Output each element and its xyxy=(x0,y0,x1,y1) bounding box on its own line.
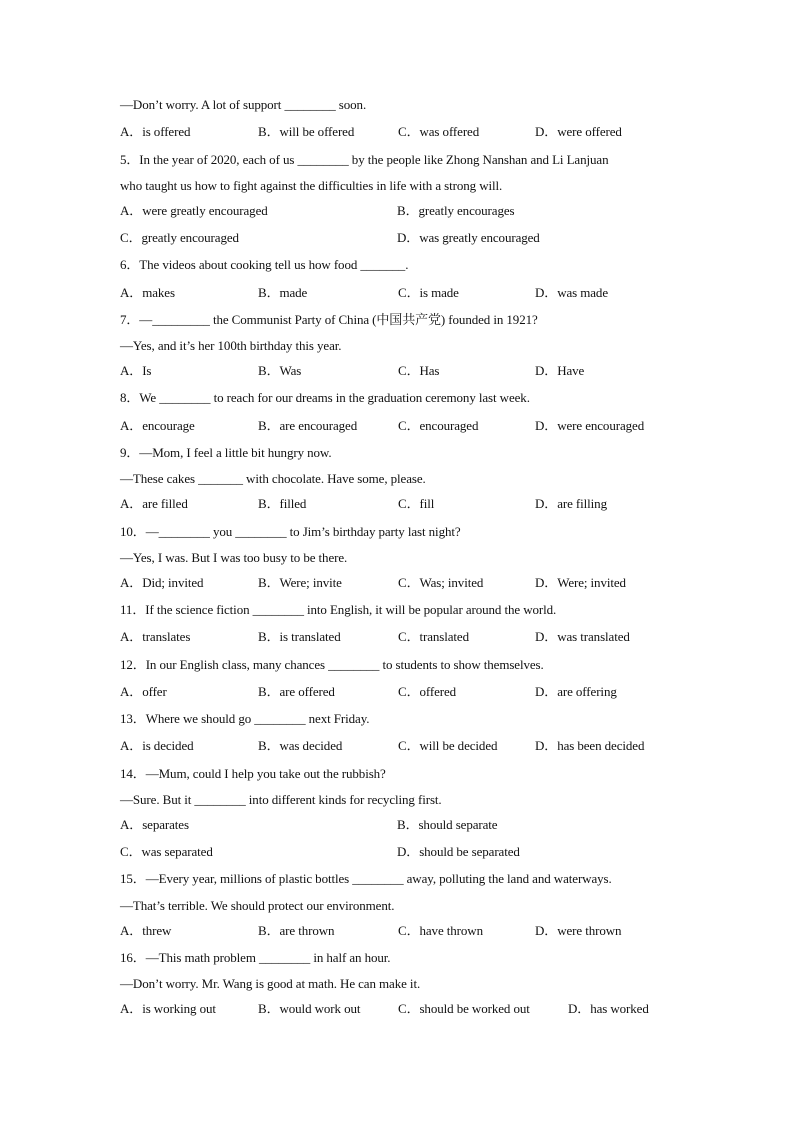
option-b: B．Were; invite xyxy=(258,575,342,590)
question-14-reply: —Sure. But it ________ into different kinds for recycling first. xyxy=(120,792,442,807)
question-8-stem: 8．We ________ to reach for our dreams in the graduation ceremony last week. xyxy=(120,390,530,405)
question-7-stem: 7．—_________ the Communist Party of China (中国共产党) founded in 1921? xyxy=(120,312,538,327)
option-a: A．were greatly encouraged xyxy=(120,203,268,218)
question-5-stem: 5．In the year of 2020, each of us ________ by the people like Zhong Nanshan and Li Lanjuan xyxy=(120,152,609,167)
option-b: B．would work out xyxy=(258,1001,361,1016)
question-5-stem-cont: who taught us how to fight against the difficulties in life with a strong will. xyxy=(120,178,503,193)
option-b: B．filled xyxy=(258,496,307,511)
question-7-reply: —Yes, and it’s her 100th birthday this year. xyxy=(120,338,342,353)
option-a: A．is offered xyxy=(120,124,191,139)
option-b: B．is translated xyxy=(258,629,341,644)
dialogue-line: —Don’t worry. A lot of support ________ soon. xyxy=(120,97,367,112)
option-b: B．are offered xyxy=(258,684,335,699)
option-b: B．greatly encourages xyxy=(397,203,515,218)
option-d: D．were encouraged xyxy=(535,418,645,433)
option-c: C．should be worked out xyxy=(398,1001,530,1016)
option-a: A．is working out xyxy=(120,1001,216,1016)
option-b: B．was decided xyxy=(258,738,343,753)
option-c: C．fill xyxy=(398,496,435,511)
question-9-reply: —These cakes _______ with chocolate. Have some, please. xyxy=(120,471,426,486)
option-c: C．will be decided xyxy=(398,738,498,753)
option-a: A．threw xyxy=(120,923,172,938)
question-10-reply: —Yes, I was. But I was too busy to be there. xyxy=(120,550,348,565)
option-b: B．are encouraged xyxy=(258,418,358,433)
question-15-reply: —That’s terrible. We should protect our environment. xyxy=(120,898,395,913)
option-d: D．was greatly encouraged xyxy=(397,230,540,245)
option-c: C．translated xyxy=(398,629,470,644)
option-a: A．Is xyxy=(120,363,152,378)
option-d: D．should be separated xyxy=(397,844,520,859)
option-b: B．should separate xyxy=(397,817,498,832)
option-a: A．separates xyxy=(120,817,189,832)
option-d: D．Were; invited xyxy=(535,575,626,590)
option-b: B．Was xyxy=(258,363,302,378)
question-16-reply: —Don’t worry. Mr. Wang is good at math. He can make it. xyxy=(120,976,421,991)
option-d: D．were thrown xyxy=(535,923,622,938)
question-10-stem: 10．—________ you ________ to Jim’s birthday party last night? xyxy=(120,524,461,539)
option-a: A．are filled xyxy=(120,496,188,511)
option-a: A．translates xyxy=(120,629,191,644)
option-a: A．offer xyxy=(120,684,167,699)
option-d: D．has worked xyxy=(568,1001,649,1016)
option-a: A．is decided xyxy=(120,738,194,753)
question-12-stem: 12．In our English class, many chances ________ to students to show themselves. xyxy=(120,657,544,672)
option-c: C．greatly encouraged xyxy=(120,230,239,245)
option-c: C．is made xyxy=(398,285,459,300)
option-a: A．encourage xyxy=(120,418,195,433)
option-c: C．have thrown xyxy=(398,923,483,938)
option-c: C．was offered xyxy=(398,124,480,139)
option-b: B．are thrown xyxy=(258,923,335,938)
question-16-stem: 16．—This math problem ________ in half an hour. xyxy=(120,950,391,965)
question-13-stem: 13．Where we should go ________ next Friday. xyxy=(120,711,370,726)
option-d: D．were offered xyxy=(535,124,622,139)
option-c: C．encouraged xyxy=(398,418,479,433)
question-11-stem: 11．If the science fiction ________ into English, it will be popular around the world. xyxy=(120,602,557,617)
question-14-stem: 14．—Mum, could I help you take out the rubbish? xyxy=(120,766,386,781)
option-c: C．Has xyxy=(398,363,440,378)
option-d: D．are offering xyxy=(535,684,617,699)
option-d: D．was translated xyxy=(535,629,630,644)
option-c: C．was separated xyxy=(120,844,213,859)
question-6-stem: 6．The videos about cooking tell us how food _______. xyxy=(120,257,409,272)
question-15-stem: 15．—Every year, millions of plastic bottles ________ away, polluting the land and waterways. xyxy=(120,871,612,886)
option-a: A．Did; invited xyxy=(120,575,204,590)
option-b: B．will be offered xyxy=(258,124,355,139)
option-d: D．was made xyxy=(535,285,609,300)
option-b: B．made xyxy=(258,285,308,300)
option-d: D．are filling xyxy=(535,496,607,511)
option-d: D．Have xyxy=(535,363,585,378)
option-c: C．offered xyxy=(398,684,457,699)
option-a: A．makes xyxy=(120,285,175,300)
option-d: D．has been decided xyxy=(535,738,645,753)
option-c: C．Was; invited xyxy=(398,575,484,590)
question-9-stem: 9．—Mom, I feel a little bit hungry now. xyxy=(120,445,332,460)
